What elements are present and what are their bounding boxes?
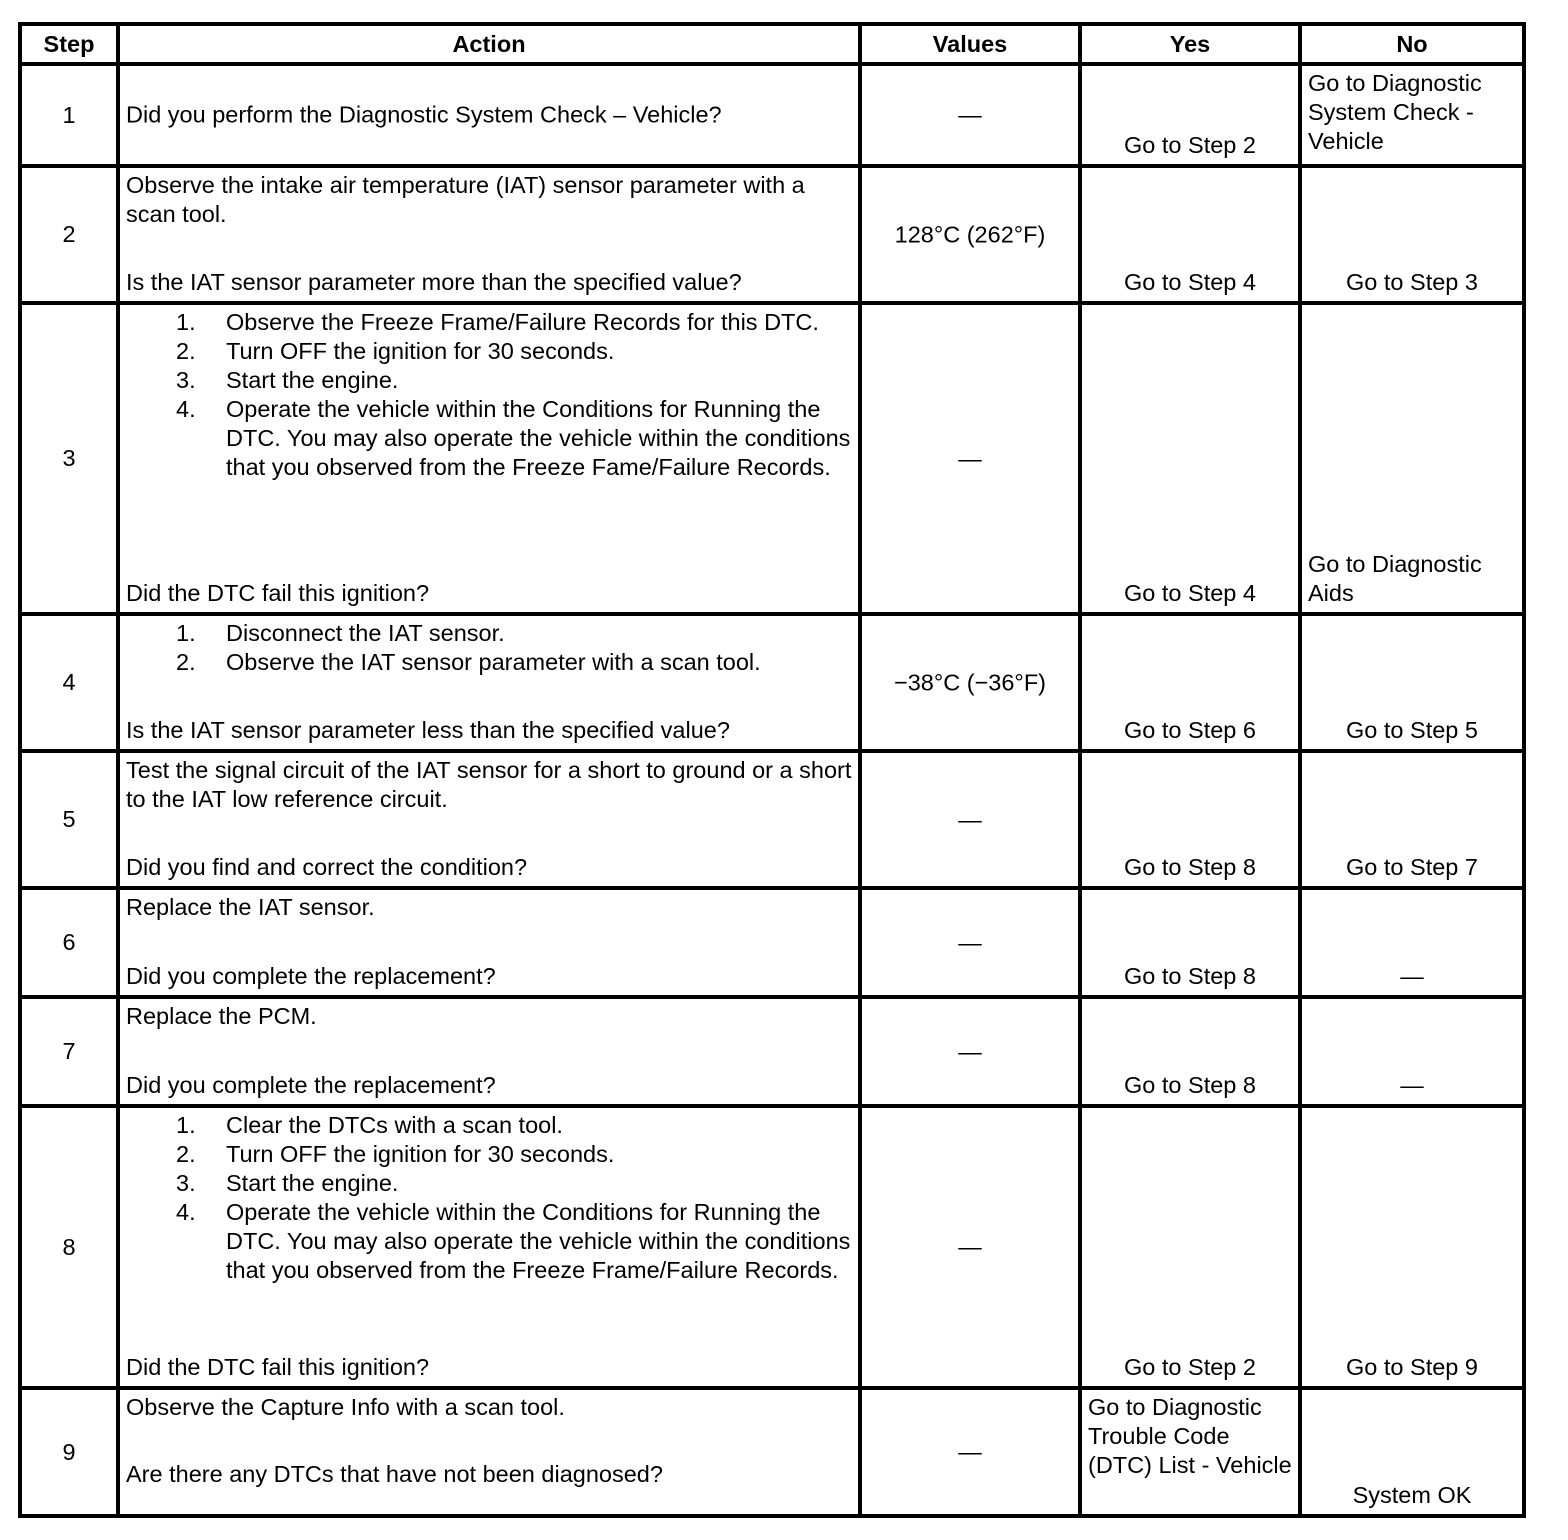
- action-step: 3. Start the engine.: [176, 367, 399, 393]
- action-question: Did you find and correct the condition?: [126, 854, 528, 880]
- action-question: Did you complete the replacement?: [126, 963, 496, 989]
- step-number: 6: [20, 888, 118, 997]
- value-cell: [860, 997, 1080, 1106]
- action-question: Did the DTC fail this ignition?: [126, 1354, 430, 1380]
- no-cell: [1300, 888, 1524, 997]
- value-text: —: [958, 101, 982, 128]
- no-cell: [1300, 1106, 1524, 1388]
- no-cell: [1300, 303, 1524, 614]
- yes-cell: [1080, 64, 1300, 166]
- action-cell: [118, 888, 860, 997]
- value-cell: [860, 1106, 1080, 1388]
- value-cell: [860, 64, 1080, 166]
- yes-link[interactable]: Go to Step 4: [1124, 269, 1256, 295]
- action-step: 1. Disconnect the IAT sensor.: [176, 620, 505, 646]
- action-step: 2. Turn OFF the ignition for 30 seconds.: [176, 338, 615, 364]
- yes-link[interactable]: Go to Step 4: [1124, 580, 1256, 606]
- value-text: —: [958, 1233, 982, 1260]
- header-row: [20, 24, 1524, 64]
- action-step: 3. Start the engine.: [176, 1170, 399, 1196]
- action-cell: [118, 1106, 860, 1388]
- action-steps-list: [126, 1111, 852, 1285]
- no-result: System OK: [1352, 1482, 1472, 1508]
- table-row: [20, 64, 1524, 166]
- value-cell: [860, 614, 1080, 751]
- action-step: 1. Clear the DTCs with a scan tool.: [176, 1112, 563, 1138]
- value-cell: [860, 751, 1080, 888]
- no-cell: [1300, 166, 1524, 303]
- action-question: Is the IAT sensor parameter less than the specified value?: [126, 717, 730, 743]
- action-steps-list: [126, 308, 852, 482]
- table-row: [20, 1106, 1524, 1388]
- no-value: —: [1400, 1072, 1424, 1098]
- header-no: No: [1300, 24, 1524, 64]
- yes-cell: [1080, 1388, 1300, 1516]
- yes-link[interactable]: Go to Step 8: [1124, 963, 1256, 989]
- header-action: Action: [118, 24, 860, 64]
- step-number: 4: [20, 614, 118, 751]
- value-cell: [860, 303, 1080, 614]
- step-number: 2: [20, 166, 118, 303]
- action-instruction: Observe the Capture Info with a scan tool.: [126, 1394, 565, 1420]
- action-steps-list: [126, 619, 852, 677]
- no-link[interactable]: Go to Step 9: [1346, 1354, 1478, 1380]
- table-row: [20, 1388, 1524, 1516]
- no-cell: [1300, 997, 1524, 1106]
- action-step: 1. Observe the Freeze Frame/Failure Records for this DTC.: [176, 309, 819, 335]
- action-step: 4. Operate the vehicle within the Conditions for Running the DTC. You may also operate the vehicle within the conditions that you observed from the Freeze Frame/Failure Records.: [176, 1199, 851, 1283]
- table-row: [20, 997, 1524, 1106]
- yes-link[interactable]: Go to Diagnostic Trouble Code (DTC) List - Vehicle: [1088, 1394, 1292, 1478]
- no-link[interactable]: Go to Step 7: [1346, 854, 1478, 880]
- no-cell: [1300, 614, 1524, 751]
- header-values: Values: [860, 24, 1080, 64]
- table-row: [20, 166, 1524, 303]
- value-cell: [860, 1388, 1080, 1516]
- step-number: 5: [20, 751, 118, 888]
- action-instruction: Test the signal circuit of the IAT sensor for a short to ground or a short to the IAT low reference circuit.: [126, 757, 852, 812]
- yes-link[interactable]: Go to Step 8: [1124, 1072, 1256, 1098]
- no-link[interactable]: Go to Diagnostic System Check - Vehicle: [1308, 70, 1482, 154]
- table-row: [20, 614, 1524, 751]
- value-text: —: [958, 1038, 982, 1064]
- yes-cell: [1080, 166, 1300, 303]
- value-text: 128°C (262°F): [894, 221, 1046, 247]
- action-instruction: Replace the IAT sensor.: [126, 894, 375, 920]
- table-row: [20, 751, 1524, 888]
- yes-link[interactable]: Go to Step 2: [1124, 1354, 1256, 1380]
- action-cell: [118, 303, 860, 614]
- no-value: —: [1400, 963, 1424, 989]
- yes-cell: [1080, 1106, 1300, 1388]
- table-row: [20, 303, 1524, 614]
- no-cell: [1300, 64, 1524, 166]
- table-row: [20, 888, 1524, 997]
- action-cell: [118, 166, 860, 303]
- yes-cell: [1080, 614, 1300, 751]
- yes-cell: [1080, 997, 1300, 1106]
- step-number: 8: [20, 1106, 118, 1388]
- step-number: 3: [20, 303, 118, 614]
- action-cell: [118, 614, 860, 751]
- action-question: Did the DTC fail this ignition?: [126, 580, 430, 606]
- header-yes: Yes: [1080, 24, 1300, 64]
- value-text: —: [958, 929, 982, 955]
- no-link[interactable]: Go to Step 5: [1346, 717, 1478, 743]
- step-number: 7: [20, 997, 118, 1106]
- step-number: 1: [20, 64, 118, 166]
- action-instruction: Observe the intake air temperature (IAT) sensor parameter with a scan tool.: [126, 172, 805, 227]
- yes-cell: [1080, 888, 1300, 997]
- action-step: 2. Turn OFF the ignition for 30 seconds.: [176, 1141, 615, 1167]
- yes-link[interactable]: Go to Step 2: [1124, 132, 1256, 158]
- no-link[interactable]: Go to Step 3: [1346, 269, 1478, 295]
- step-number: 9: [20, 1388, 118, 1516]
- value-cell: [860, 888, 1080, 997]
- yes-link[interactable]: Go to Step 8: [1124, 854, 1256, 880]
- yes-cell: [1080, 751, 1300, 888]
- header-step: Step: [20, 24, 118, 64]
- action-step: 2. Observe the IAT sensor parameter with a scan tool.: [176, 649, 761, 675]
- yes-cell: [1080, 303, 1300, 614]
- action-question: Did you perform the Diagnostic System Check – Vehicle?: [126, 101, 722, 128]
- action-question: Is the IAT sensor parameter more than the specified value?: [126, 269, 742, 295]
- value-text: −38°C (−36°F): [893, 669, 1047, 695]
- action-cell: [118, 751, 860, 888]
- value-cell: [860, 166, 1080, 303]
- no-link[interactable]: Go to Diagnostic Aids: [1308, 551, 1482, 606]
- diagnostic-table: [18, 22, 1526, 1518]
- action-question: Are there any DTCs that have not been diagnosed?: [126, 1461, 663, 1487]
- value-text: —: [958, 445, 982, 471]
- action-cell: [118, 997, 860, 1106]
- value-text: —: [958, 806, 982, 832]
- action-question: Did you complete the replacement?: [126, 1072, 496, 1098]
- action-cell: [118, 1388, 860, 1516]
- no-cell: [1300, 1388, 1524, 1516]
- no-cell: [1300, 751, 1524, 888]
- action-cell: [118, 64, 860, 166]
- yes-link[interactable]: Go to Step 6: [1124, 717, 1256, 743]
- action-step: 4. Operate the vehicle within the Conditions for Running the DTC. You may also operate the vehicle within the conditions that you observed from the Freeze Fame/Failure Records.: [176, 396, 851, 480]
- value-text: —: [958, 1438, 982, 1465]
- action-instruction: Replace the PCM.: [126, 1003, 317, 1029]
